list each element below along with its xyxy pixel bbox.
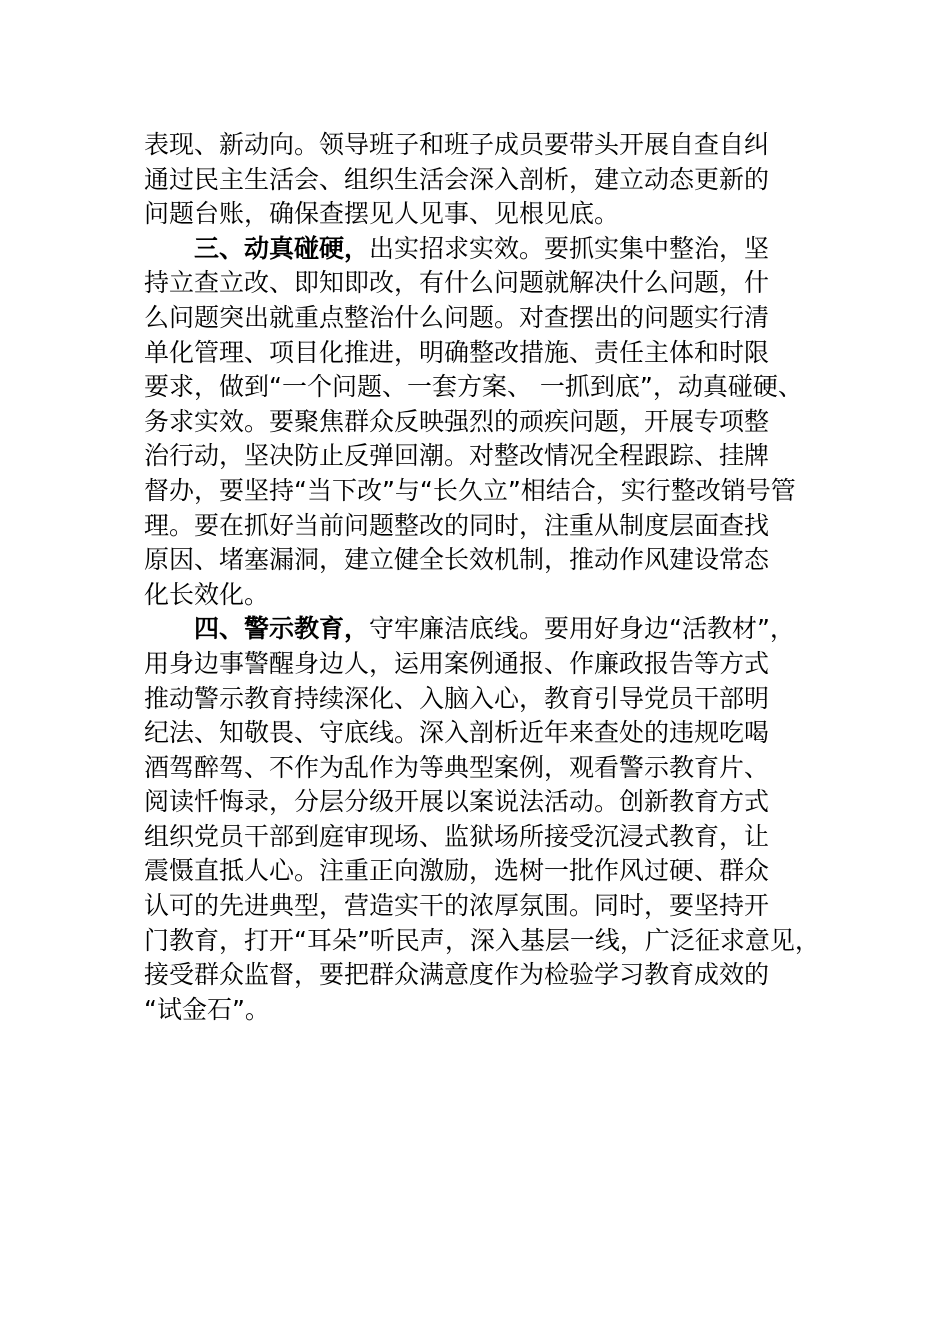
para3-line: 震慑直抵人心。注重正向激励，选树一批作风过硬、群众: [144, 856, 770, 886]
para2-line: 督办，要坚持“当下改”与“长久立”相结合，实行整改销号管: [144, 475, 796, 505]
para2-line: 治行动，坚决防止反弹回潮。对整改情况全程跟踪、挂牌: [144, 441, 770, 471]
para2-line: 原因、堵塞漏洞，建立健全长效机制，推动作风建设常态: [144, 545, 770, 575]
para3-first-rest: 守牢廉洁底线。要用好身边“活教材”，: [369, 614, 795, 644]
para1-line: 通过民主生活会、组织生活会深入剖析，建立动态更新的: [144, 164, 770, 194]
para2-line: 务求实效。要聚焦群众反映强烈的顽疾问题，开展专项整: [144, 406, 770, 436]
para3-line: 推动警示教育持续深化、入脑入心，教育引导党员干部明: [144, 683, 770, 713]
para3-line: 纪法、知敬畏、守底线。深入剖析近年来查处的违规吃喝: [144, 718, 770, 748]
para3-first-line: [144, 612, 844, 647]
para2-heading: 三、动真碰硬，: [194, 233, 370, 263]
para3-line: 组织党员干部到庭审现场、监狱场所接受沉浸式教育，让: [144, 821, 770, 851]
document-body: [144, 128, 844, 1027]
para2-line: 单化管理、项目化推进，明确整改措施、责任主体和时限: [144, 337, 770, 367]
para3-line: “试金石”。: [144, 994, 270, 1024]
para2-line: 要求，做到“一个问题、一套方案、 一抓到底”，动真碰硬、: [144, 372, 803, 402]
para3-line: 认可的先进典型，营造实干的浓厚氛围。同时，要坚持开: [144, 891, 770, 921]
para2-first-line: [144, 232, 844, 267]
para3-line: 门教育，打开“耳朵”听民声，深入基层一线，广泛征求意见，: [144, 925, 820, 955]
para2-line: 么问题突出就重点整治什么问题。对查摆出的问题实行清: [144, 302, 770, 332]
para3-line: 接受群众监督，要把群众满意度作为检验学习教育成效的: [144, 960, 770, 990]
para2-first-rest: 出实招求实效。要抓实集中整治，坚: [369, 233, 770, 263]
para3-heading: 四、警示教育，: [194, 614, 370, 644]
para1-line: 表现、新动向。领导班子和班子成员要带头开展自查自纠: [144, 130, 770, 159]
para2-line: 理。要在抓好当前问题整改的同时，注重从制度层面查找: [144, 510, 770, 540]
para3-line: 阅读忏悔录，分层分级开展以案说法活动。创新教育方式: [144, 787, 770, 817]
para3-line: 用身边事警醒身边人，运用案例通报、作廉政报告等方式: [144, 648, 770, 678]
para2-line: 化长效化。: [144, 579, 270, 609]
para2-line: 持立查立改、即知即改，有什么问题就解决什么问题，什: [144, 268, 770, 298]
para1-line: 问题台账，确保查摆见人见事、见根见底。: [144, 199, 620, 229]
para3-line: 酒驾醉驾、不作为乱作为等典型案例，观看警示教育片、: [144, 752, 770, 782]
